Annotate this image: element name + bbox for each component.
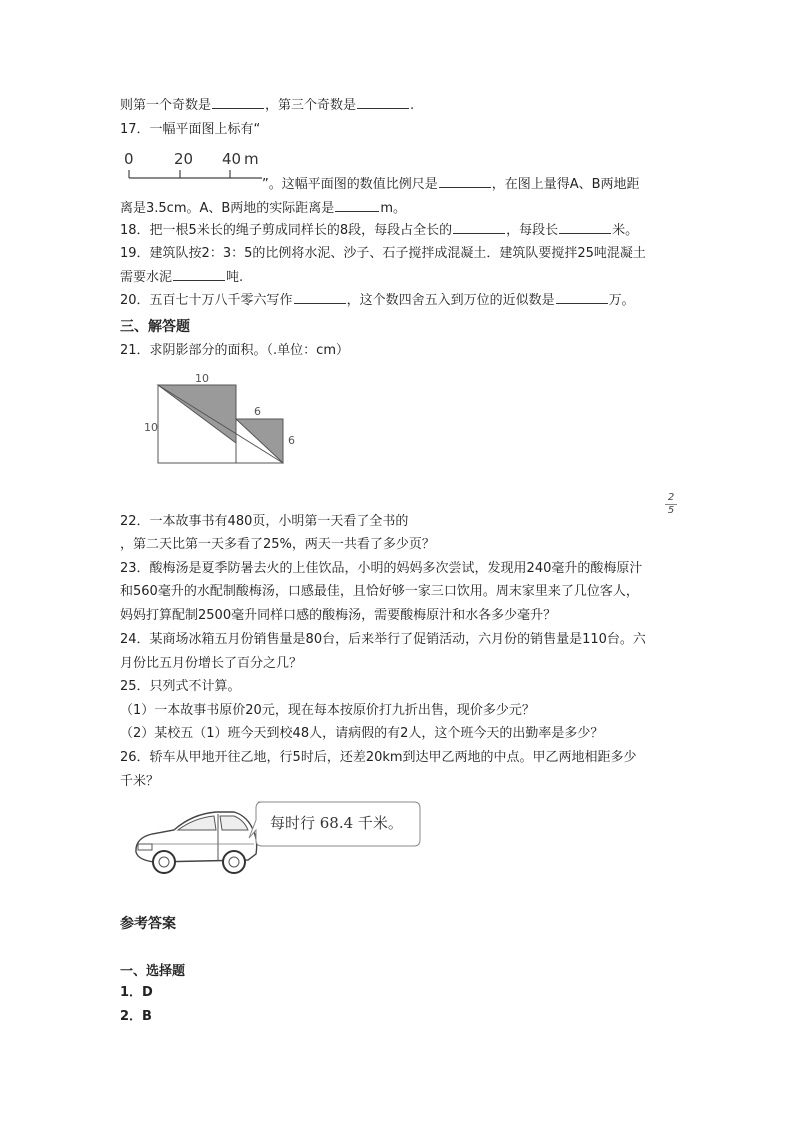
question-19-line2: 需要水泥 吨. — [120, 270, 244, 285]
answer-blank[interactable] — [335, 199, 379, 212]
question-18: 18．把一根5米长的绳子剪成同样长的8段，每段占全长的 ，每段长 米。 — [120, 223, 639, 238]
question-26-line2: 千米？ — [120, 774, 160, 789]
fraction-denominator: 5 — [665, 504, 677, 517]
question-22: 22．一本故事书有480页，小明第一天看了全书的 — [120, 514, 409, 529]
scale-label: 0 — [124, 150, 134, 168]
question-21: 21．求阴影部分的面积。（.单位：cm） — [120, 343, 349, 358]
answer-item: 1．D — [120, 985, 153, 1000]
label-left: 10 — [144, 421, 158, 434]
answer-blank[interactable] — [173, 268, 225, 281]
label-mid: 6 — [254, 405, 261, 418]
question-24: 24．某商场冰箱五月份销售量是80台，后来举行了促销活动，六月份的销售量是110台。六 — [120, 632, 646, 647]
shaded-region-small — [236, 419, 283, 463]
question-26: 26．轿车从甲地开往乙地，行5时后，还差20km到达甲乙两地的中点。甲乙两地相距多少 — [120, 750, 637, 765]
label-right: 6 — [288, 434, 295, 447]
question-25: 25．只列式不计算。 — [120, 679, 241, 694]
question-25-sub1: （1）一本故事书原价20元，现在每本按原价打九折出售，现价多少元？ — [120, 703, 535, 718]
car-wheel — [153, 851, 175, 873]
question-19: 19．建筑队按2：3：5的比例将水泥、沙子、石子搅拌成混凝土．建筑队要搅拌25吨混凝土 — [120, 246, 646, 261]
answer-blank[interactable] — [357, 96, 409, 109]
answer-blank[interactable] — [556, 291, 608, 304]
answer-blank[interactable] — [294, 291, 346, 304]
fraction-numerator: 2 — [667, 492, 675, 503]
label-top: 10 — [195, 372, 209, 385]
question-24-line2: 月份比五月份增长了百分之几？ — [120, 656, 303, 671]
answer-blank[interactable] — [559, 221, 611, 234]
q16-tail: 则第一个奇数是 ，第三个奇数是 . — [120, 98, 415, 113]
scale-label: 40 — [222, 150, 242, 168]
scale-unit: m — [244, 150, 259, 168]
question-17-line2: 离是3.5cm。A、B两地的实际距离是 m。 — [120, 201, 406, 216]
question-23: 23．酸梅汤是夏季防暑去火的上佳饮品，小明的妈妈多次尝试，发现用240毫升的酸梅原汁 — [120, 561, 643, 576]
fraction — [665, 492, 677, 517]
answers-section-heading: 一、选择题 — [120, 964, 186, 979]
question-25-sub2: （2）某校五（1）班今天到校48人，请病假的有2人，这个班今天的出勤率是多少？ — [120, 726, 604, 741]
answers-title: 参考答案 — [120, 916, 176, 932]
question-23-line2: 和560毫升的水配制酸梅汤，口感最佳，且恰好够一家三口饮用。周末家里来了几位客人， — [120, 584, 639, 599]
scale-label: 20 — [174, 150, 194, 168]
question-20: 20．五百七十万八千零六写作 ，这个数四舍五入到万位的近似数是 万。 — [120, 293, 635, 308]
question-22-line2: ，第二天比第一天多看了25%，两天一共看了多少页？ — [120, 537, 435, 552]
answer-blank[interactable] — [212, 96, 264, 109]
shaded-area-figure — [140, 370, 310, 470]
car-illustration — [130, 800, 260, 880]
bubble-text: 每时行 68.4 千米。 — [270, 814, 403, 832]
question-17-cont: ”。这幅平面图的数值比例尺是 ，在图上量得A、B两地距 — [262, 177, 640, 192]
answer-blank[interactable] — [453, 221, 505, 234]
shaded-triangle-large — [158, 385, 236, 443]
car-wheel — [223, 851, 245, 873]
question-17: 17．一幅平面图上标有“ — [120, 122, 261, 137]
answer-item: 2．B — [120, 1009, 152, 1024]
scale-bar-figure — [122, 148, 272, 184]
section-heading: 三、解答题 — [120, 319, 190, 335]
answer-blank[interactable] — [439, 175, 491, 188]
question-23-line3: 妈妈打算配制2500毫升同样口感的酸梅汤，需要酸梅原汁和水各多少毫升？ — [120, 608, 557, 623]
